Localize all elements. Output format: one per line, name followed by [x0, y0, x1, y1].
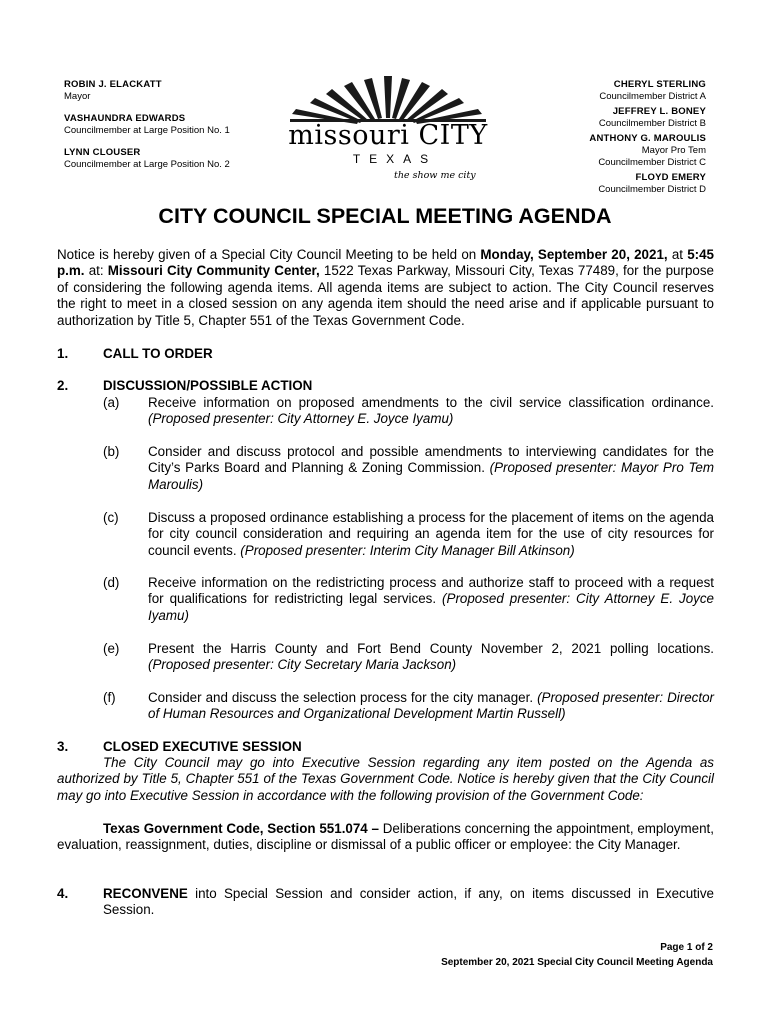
official-district-d — [506, 172, 706, 196]
official-title: Councilmember at Large Position No. 1 — [64, 125, 230, 136]
official-title: Councilmember District A — [599, 91, 706, 102]
notice-paragraph — [57, 247, 714, 329]
official-mayor — [64, 79, 294, 103]
officials-left — [64, 79, 294, 181]
official-title: Mayor — [64, 91, 91, 102]
sub-item-presenter: (Proposed presenter: Interim City Manager Bill Atkinson) — [240, 542, 575, 558]
meeting-venue: Missouri City Community Center, — [107, 263, 320, 279]
sub-item-presenter: (Proposed presenter: Mayor Pro Tem Maroulis) — [148, 460, 714, 492]
sub-item-presenter: (Proposed presenter: City Attorney E. Joyce Iyamu) — [148, 591, 714, 623]
official-title: Councilmember at Large Position No. 2 — [64, 159, 230, 170]
official-title: Councilmember District B — [598, 118, 706, 129]
government-code-text: Deliberations concerning the appointment, employment, evaluation, reassignment, duties, discipline or dismissal of a public officer or employee: the City Manager. — [57, 821, 714, 853]
sub-item-presenter: (Proposed presenter: Director of Human Resources and Organizational Development Martin Russell) — [148, 690, 715, 722]
sub-item-letter: (d) — [103, 575, 120, 590]
notice-text: at — [667, 247, 688, 262]
official-at-large-2 — [64, 147, 294, 171]
item-heading-call-to-order: CALL TO ORDER — [103, 346, 213, 361]
item-number: 3. — [57, 739, 69, 754]
reconvene-heading: RECONVENE — [103, 886, 188, 901]
sub-item-presenter: (Proposed presenter: City Attorney E. Joyce Iyamu) — [148, 411, 454, 427]
page-title: CITY COUNCIL SPECIAL MEETING AGENDA — [158, 204, 612, 228]
official-title: Councilmember District D — [598, 184, 706, 195]
notice-text: Notice is hereby given of a Special City Council Meeting to be held on — [57, 247, 481, 262]
sub-item-b — [148, 444, 714, 493]
sub-item-letter: (f) — [103, 690, 116, 705]
page-number: Page 1 of 2 — [660, 942, 713, 953]
logo-state: TEXAS — [352, 152, 438, 166]
meeting-time: 5:45 p.m. — [57, 247, 714, 279]
item-number: 4. — [57, 886, 69, 901]
sub-item-f — [148, 690, 714, 723]
official-at-large-1 — [64, 113, 294, 137]
official-name: LYNN CLOUSER — [64, 147, 141, 158]
sub-item-d — [148, 575, 714, 624]
missouri-city-logo — [282, 72, 494, 190]
executive-session-text: The City Council may go into Executive Session regarding any item posted on the Agenda as authorized by Title 5, Chapter 551 of the Texas Government Code. Notice is hereby given that the City Council may go into Executive Session in accordance with the following provision of the Government Code: — [57, 755, 714, 803]
sub-item-a — [148, 395, 714, 428]
logo-city-name: missouri CITY — [288, 120, 488, 151]
sub-item-e — [148, 641, 714, 674]
sub-item-text: Discuss a proposed ordinance establishing a process for the placement of items on the agenda for city council consideration and requiring an agenda item for the use of city resources for council events. — [148, 510, 714, 558]
sub-item-text: Receive information on proposed amendments to the civil service classification ordinance. — [148, 395, 714, 410]
item-number: 2. — [57, 378, 69, 393]
government-code-paragraph — [57, 821, 714, 854]
reconvene-item — [103, 886, 714, 919]
official-name: JEFFREY L. BONEY — [612, 106, 706, 117]
government-code-section: Texas Government Code, Section 551.074 – — [103, 821, 379, 836]
official-name: FLOYD EMERY — [635, 172, 706, 183]
official-title-2: Councilmember District C — [598, 157, 706, 168]
official-name: ROBIN J. ELACKATT — [64, 79, 162, 90]
sub-item-letter: (b) — [103, 444, 120, 459]
sub-item-text: Receive information on the redistricting process and authorize staff to proceed with a request for qualifications for redistricting legal services. — [148, 575, 714, 607]
reconvene-text: into Special Session and consider action, if any, on items discussed in Executive Session. — [103, 886, 714, 918]
official-name: ANTHONY G. MAROULIS — [589, 133, 706, 144]
item-heading-discussion: DISCUSSION/POSSIBLE ACTION — [103, 378, 313, 393]
official-district-b — [506, 106, 706, 130]
logo-tagline: the show me city — [394, 170, 476, 181]
sub-item-text: Present the Harris County and Fort Bend County November 2, 2021 polling locations. — [148, 641, 714, 656]
official-district-c — [506, 133, 706, 169]
official-name: CHERYL STERLING — [613, 79, 706, 90]
footer-agenda-title: September 20, 2021 Special City Council Meeting Agenda — [441, 957, 713, 968]
official-title: Mayor Pro Tem — [641, 145, 706, 156]
sub-item-text: Consider and discuss the selection process for the city manager. — [148, 690, 538, 705]
sub-item-presenter: (Proposed presenter: City Secretary Maria Jackson) — [148, 657, 457, 673]
officials-right — [506, 79, 706, 199]
sub-item-c — [148, 510, 714, 559]
official-name: VASHAUNDRA EDWARDS — [64, 113, 186, 124]
sunburst-icon — [282, 72, 494, 124]
official-district-a — [506, 79, 706, 103]
item-heading-executive-session: CLOSED EXECUTIVE SESSION — [103, 739, 302, 754]
notice-text: 1522 Texas Parkway, Missouri City, Texas 77489, for the purpose of considering the following agenda items. All agenda items are subject to action. The City Council reserves the right to meet in a closed session on any agenda item should the need arise and if applicable pursuant to authorization by Title 5, Chapter 551 of the Texas Government Code. — [57, 263, 714, 328]
sub-item-letter: (e) — [103, 641, 120, 656]
sub-item-text: Consider and discuss protocol and possible amendments to interviewing candidates for the City’s Parks Board and Planning & Zoning Commission. — [148, 444, 714, 476]
sub-item-letter: (c) — [103, 510, 119, 525]
notice-text: at: — [84, 263, 108, 279]
sub-item-letter: (a) — [103, 395, 120, 410]
meeting-date: Monday, September 20, 2021, — [480, 247, 668, 262]
page-footer — [441, 940, 713, 970]
item-number: 1. — [57, 346, 69, 361]
